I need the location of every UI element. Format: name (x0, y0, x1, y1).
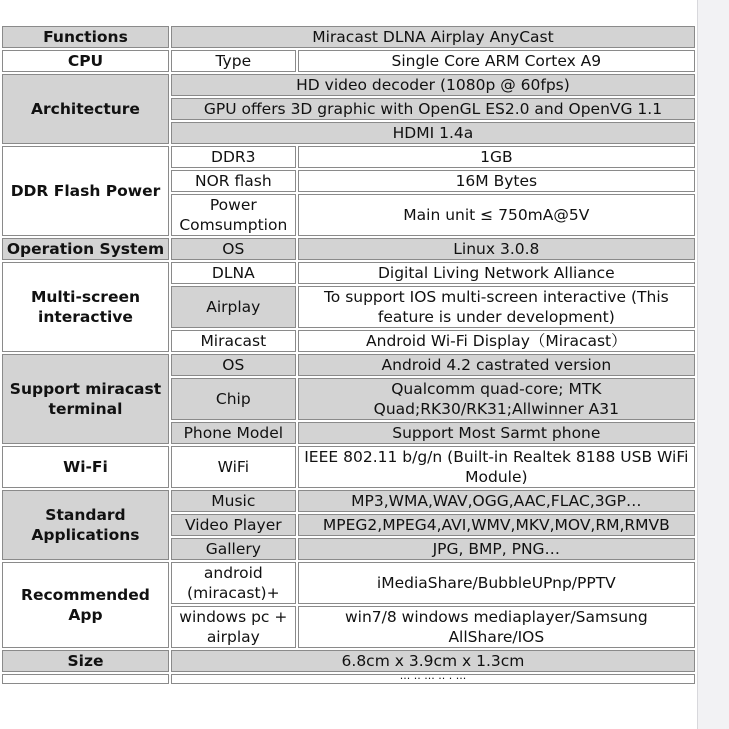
architecture-value: HD video decoder (1080p @ 60fps) (171, 74, 695, 96)
header-architecture: Architecture (2, 74, 169, 144)
header-standard-applications: Standard Applications (2, 490, 169, 560)
table-row-size (2, 650, 695, 672)
video-player-label: Video Player (171, 514, 296, 536)
chip-value: Qualcomm quad-core; MTK Quad;RK30/RK31;Allwinner A31 (298, 378, 695, 420)
os-label: OS (171, 238, 296, 260)
table-row-functions (2, 26, 695, 48)
airplay-label: Airplay (171, 286, 296, 328)
airplay-value: To support IOS multi-screen interactive (This feature is under development) (298, 286, 695, 328)
terminal-os-value: Android 4.2 castrated version (298, 354, 695, 376)
terminal-os-label: OS (171, 354, 296, 376)
miracast-value: Android Wi-Fi Display（Miracast） (298, 330, 695, 352)
android-value: iMediaShare/BubbleUPnp/PPTV (298, 562, 695, 604)
android-label: android (miracast)+ (171, 562, 296, 604)
music-label: Music (171, 490, 296, 512)
architecture-value: HDMI 1.4a (171, 122, 695, 144)
cut-off-header (2, 674, 169, 684)
table-row-cut-off (2, 674, 695, 684)
header-cpu: CPU (2, 50, 169, 72)
cpu-value: Single Core ARM Cortex A9 (298, 50, 695, 72)
dlna-value: Digital Living Network Alliance (298, 262, 695, 284)
header-multi-screen: Multi-screen interactive (2, 262, 169, 352)
gallery-value: JPG, BMP, PNG… (298, 538, 695, 560)
ddr-value: 1GB (298, 146, 695, 168)
video-player-value: MPEG2,MPEG4,AVI,WMV,MKV,MOV,RM,RMVB (298, 514, 695, 536)
page-scroll-gutter (697, 0, 729, 729)
header-support-miracast: Support miracast terminal (2, 354, 169, 444)
functions-value: Miracast DLNA Airplay AnyCast (171, 26, 695, 48)
header-operation-system: Operation System (2, 238, 169, 260)
music-value: MP3,WMA,WAV,OGG,AAC,FLAC,3GP… (298, 490, 695, 512)
table-row-ddr (2, 146, 695, 168)
architecture-value: GPU offers 3D graphic with OpenGL ES2.0 and OpenVG 1.1 (171, 98, 695, 120)
miracast-label: Miracast (171, 330, 296, 352)
phone-model-value: Support Most Sarmt phone (298, 422, 695, 444)
table-row-dlna (2, 262, 695, 284)
power-value: Main unit ≤ 750mA@5V (298, 194, 695, 236)
table-row-wifi (2, 446, 695, 488)
table-row-operation-system (2, 238, 695, 260)
table-row-terminal-os (2, 354, 695, 376)
power-label: Power Comsumption (171, 194, 296, 236)
dlna-label: DLNA (171, 262, 296, 284)
table-row-cpu (2, 50, 695, 72)
table-row-music (2, 490, 695, 512)
ddr-label: DDR3 (171, 146, 296, 168)
header-recommended-app: Recommended App (2, 562, 169, 648)
nor-flash-value: 16M Bytes (298, 170, 695, 192)
table-row-architecture (2, 74, 695, 96)
table-row-recommended-android (2, 562, 695, 604)
windows-value: win7/8 windows mediaplayer/Samsung AllShare/IOS (298, 606, 695, 648)
gallery-label: Gallery (171, 538, 296, 560)
chip-label: Chip (171, 378, 296, 420)
header-ddr-flash-power: DDR Flash Power (2, 146, 169, 236)
header-wifi: Wi-Fi (2, 446, 169, 488)
spec-table (0, 24, 697, 686)
cpu-label: Type (171, 50, 296, 72)
windows-label: windows pc + airplay (171, 606, 296, 648)
wifi-label: WiFi (171, 446, 296, 488)
phone-model-label: Phone Model (171, 422, 296, 444)
size-value: 6.8cm x 3.9cm x 1.3cm (171, 650, 695, 672)
wifi-value: IEEE 802.11 b/g/n (Built-in Realtek 8188 USB WiFi Module) (298, 446, 695, 488)
os-value: Linux 3.0.8 (298, 238, 695, 260)
nor-flash-label: NOR flash (171, 170, 296, 192)
header-functions: Functions (2, 26, 169, 48)
cut-off-value: ··· ·· ··· ·· · ··· (171, 674, 695, 684)
header-size: Size (2, 650, 169, 672)
